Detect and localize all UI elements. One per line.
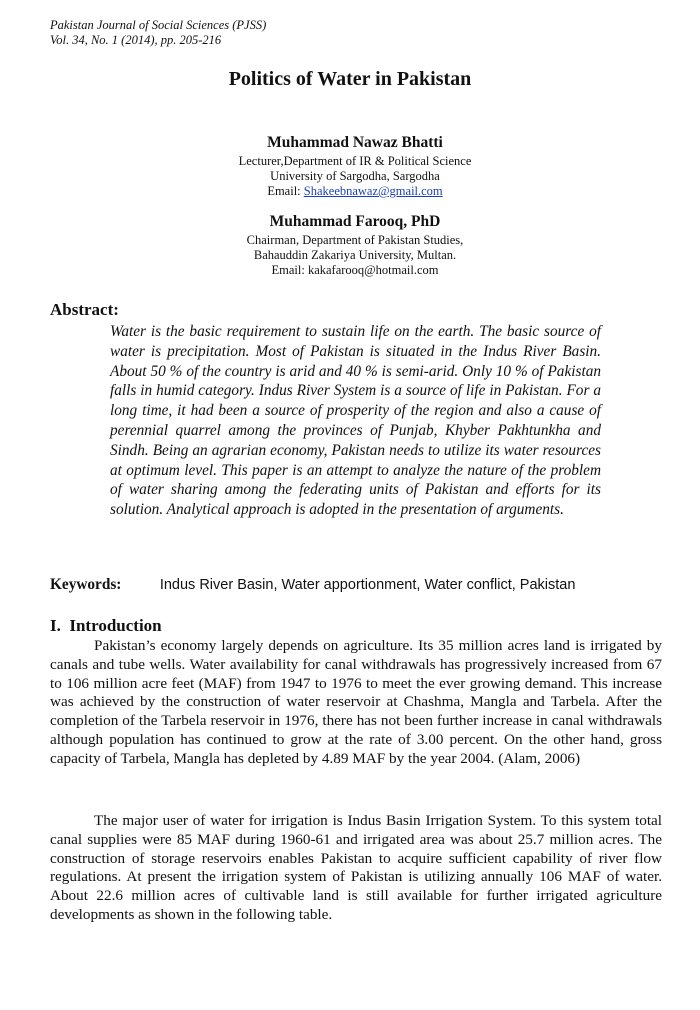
author-affiliation: Bahauddin Zakariya University, Multan. — [253, 248, 457, 262]
email-label: Email: — [267, 184, 301, 198]
keywords-label: Keywords: — [50, 576, 122, 593]
journal-volume: Vol. 34, No. 1 (2014), pp. 205-216 — [50, 33, 222, 47]
author-name: Muhammad Farooq, PhD — [269, 213, 441, 230]
journal-header — [50, 18, 266, 48]
author-affiliation: Lecturer,Department of IR & Political Science — [238, 154, 472, 168]
journal-name: Pakistan Journal of Social Sciences (PJSS) — [50, 18, 267, 32]
author-email-line — [0, 263, 700, 278]
abstract-heading: Abstract: — [50, 300, 119, 319]
email-label: Email: — [271, 263, 305, 277]
body-paragraph: The major user of water for irrigation is Indus Basin Irrigation System. To this system total canal supplies were 85 MAF during 1960-61 and irrigated area was about 25.7 million acres. The construction of storage reservoirs enables Pakistan to acquire sufficient capability of river flow regulations. At present the irrigation system of Pakistan is utilizing annually 106 MAF of water. About 22.6 million acres of cultivable land is still available for further irrigated agriculture developments as shown in the following table. — [50, 812, 662, 923]
author-name: Muhammad Nawaz Bhatti — [267, 134, 443, 151]
keywords-line — [50, 576, 575, 594]
author-email-link[interactable]: Shakeebnawaz@gmail.com — [303, 184, 443, 198]
body-paragraph: Pakistan’s economy largely depends on agriculture. Its 35 million acres land is irrigated by canals and tube wells. Water availability for canal withdrawals has progressively increased from 67 to 106 million acre feet (MAF) from 1947 to 1976 to meet the ever growing demand. This increase was achieved by the construction of water reservoir at Chashma, Mangla and Tarbela. After the completion of the Tarbela reservoir in 1976, there has not been further increase in canal withdrawals although population has continued to grow at the rate of 3.00 percent. On the other hand, gross capacity of Tarbela, Mangla has depleted by 4.89 MAF by the year 2004. (Alam, 2006) — [50, 637, 662, 767]
author-affiliation: Chairman, Department of Pakistan Studies, — [246, 233, 464, 247]
author-email-line — [0, 184, 700, 199]
author-email: kakafarooq@hotmail.com — [307, 263, 439, 277]
author-block-2 — [0, 213, 700, 278]
paper-title: Politics of Water in Pakistan — [228, 68, 472, 90]
author-affiliation: University of Sargodha, Sargodha — [270, 169, 440, 183]
introduction-heading: I. Introduction — [50, 616, 162, 635]
author-block-1 — [0, 134, 700, 199]
abstract-text: Water is the basic requirement to sustain life on the earth. The basic source of water is precipitation. Most of Pakistan is situated in the Indus River Basin. About 50 % of the country is arid and 40 % is semi-arid. Only 10 % of Pakistan falls in humid category. Indus River System is a source of life in Pakistan. For a long time, it had been a source of prosperity of the region and also a cause of perennial quarrel among the provinces of Punjab, Khyber Pakhtunkha and Sindh. Being an agrarian economy, Pakistan needs to utilize its water resources at optimum level. This paper is an attempt to analyze the nature of the problem of water sharing among the federating units of Pakistan and efforts for its solution. Analytical approach is adopted in the presentation of arguments. — [110, 323, 601, 519]
keywords-text: Indus River Basin, Water apportionment, Water conflict, Pakistan — [159, 577, 576, 593]
